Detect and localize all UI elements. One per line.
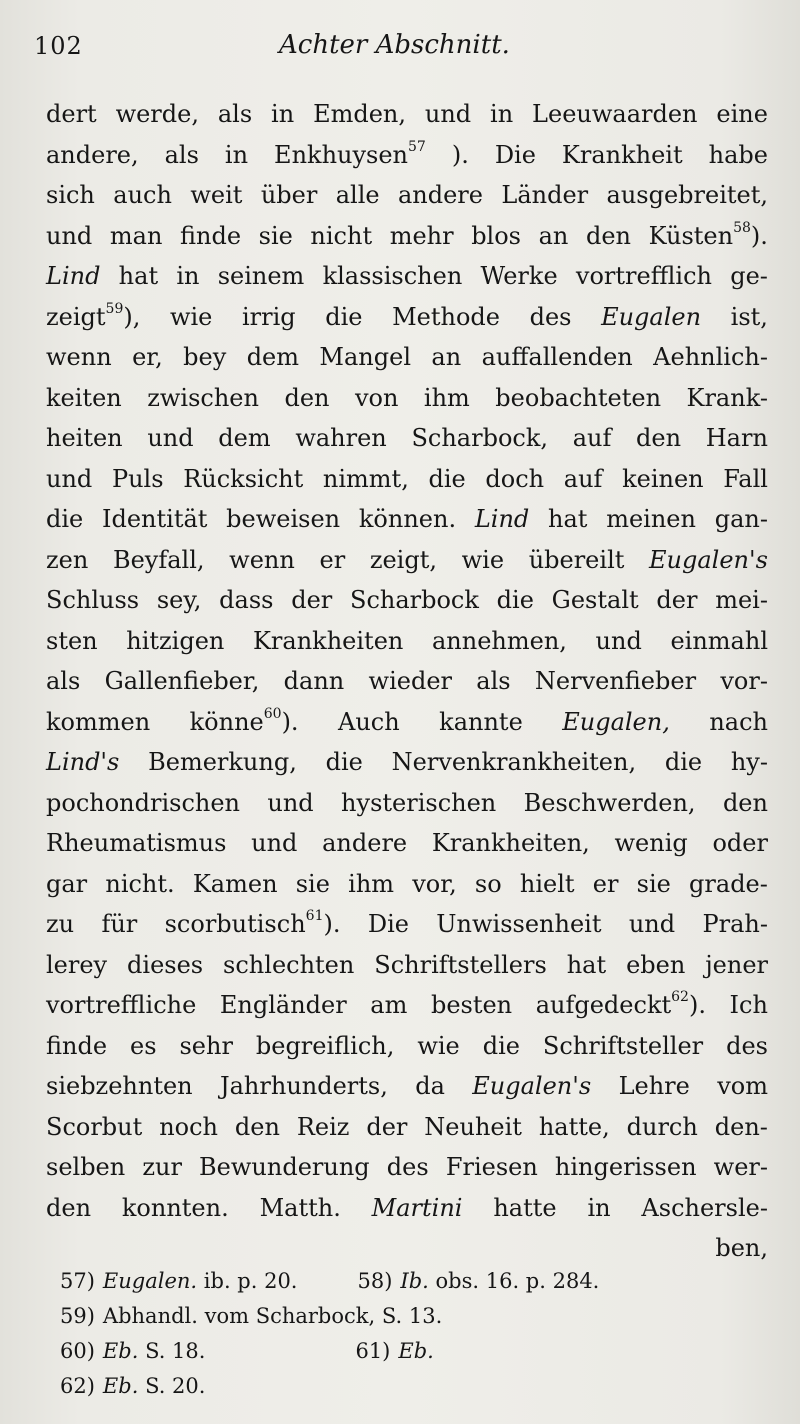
word: Nervenfieber bbox=[534, 667, 697, 695]
word: Harn bbox=[705, 424, 768, 452]
word: wenig bbox=[614, 829, 688, 857]
text-line bbox=[46, 256, 768, 297]
word: schlechten bbox=[223, 950, 355, 979]
word: vortrefflich bbox=[575, 262, 712, 290]
word: hat bbox=[118, 262, 159, 290]
word: nicht. bbox=[105, 869, 175, 898]
word: Die bbox=[494, 140, 536, 169]
footnote-number: 60) bbox=[60, 1339, 95, 1363]
word: am bbox=[370, 991, 408, 1019]
footnote-text: Abhandl. vom Scharbock, S. 13. bbox=[102, 1304, 443, 1328]
word: finde bbox=[180, 221, 242, 250]
word: für bbox=[101, 910, 138, 938]
footnote-number: 59) bbox=[60, 1304, 95, 1328]
word: dem bbox=[246, 343, 300, 371]
word: sie bbox=[636, 869, 671, 898]
word: ihm bbox=[423, 383, 470, 412]
word: andere, bbox=[46, 140, 139, 169]
word: eine bbox=[716, 100, 768, 128]
text-line bbox=[46, 378, 768, 419]
word: den bbox=[234, 1112, 280, 1141]
word: konnten. bbox=[121, 1193, 229, 1222]
footnote-marker: 57 bbox=[408, 138, 426, 155]
body-text bbox=[46, 94, 768, 1269]
footnote-number: 61) bbox=[355, 1339, 391, 1363]
word: zeigt$^{59}$), bbox=[46, 300, 141, 331]
word: und bbox=[46, 221, 93, 250]
word: dert bbox=[46, 100, 97, 128]
word: ausgebreitet, bbox=[606, 181, 768, 209]
word: beweisen bbox=[226, 505, 341, 533]
word: mei- bbox=[715, 586, 768, 614]
word: doch bbox=[485, 464, 545, 493]
word: Krankheiten, bbox=[431, 829, 590, 857]
word: Jahrhunderts, bbox=[220, 1072, 388, 1100]
word: Krank- bbox=[686, 383, 768, 412]
word: und bbox=[251, 829, 298, 857]
text-line bbox=[46, 418, 768, 459]
word: Unwissenheit bbox=[436, 910, 602, 938]
word: Küsten$^{58}$). bbox=[648, 219, 768, 250]
word: sey, bbox=[156, 586, 202, 614]
word: finde bbox=[46, 1031, 108, 1060]
word: da bbox=[415, 1072, 445, 1100]
word: Reiz bbox=[296, 1112, 350, 1141]
word: Lind bbox=[46, 262, 101, 290]
word: mehr bbox=[389, 221, 454, 250]
word: Auch bbox=[338, 707, 400, 736]
footnote-62 bbox=[60, 1369, 205, 1404]
word: oder bbox=[712, 829, 768, 857]
word: andere bbox=[322, 829, 408, 857]
word: lerey bbox=[46, 950, 108, 979]
word: selben bbox=[46, 1153, 126, 1181]
word: hysterischen bbox=[341, 788, 497, 817]
word: er bbox=[319, 545, 346, 574]
footnote-ref: Eb. bbox=[102, 1339, 139, 1363]
word: Identität bbox=[102, 505, 208, 533]
word: Lehre bbox=[618, 1072, 690, 1100]
word: sten bbox=[46, 626, 98, 655]
footnote-60 bbox=[60, 1334, 205, 1369]
word: Gestalt bbox=[551, 586, 639, 614]
footnote-marker: 58 bbox=[733, 219, 751, 236]
text-line bbox=[46, 945, 768, 986]
footnote-61 bbox=[355, 1334, 433, 1369]
word: auf bbox=[563, 464, 603, 493]
footnote-ref: Ib. bbox=[400, 1269, 429, 1293]
word: und bbox=[595, 626, 642, 655]
text-line bbox=[46, 94, 768, 135]
word: auch bbox=[113, 181, 172, 209]
word: Martini bbox=[371, 1193, 463, 1222]
word: Methode bbox=[392, 302, 500, 331]
word: wie bbox=[461, 545, 505, 574]
page-number: 102 bbox=[34, 32, 83, 60]
word: Leeuwaarden bbox=[532, 100, 698, 128]
word: den bbox=[46, 1193, 92, 1222]
catchword: ben, bbox=[715, 1234, 768, 1262]
word: gar bbox=[46, 869, 88, 898]
word: er, bbox=[132, 343, 163, 371]
word: blos bbox=[471, 221, 521, 250]
word: die bbox=[428, 464, 466, 493]
word: die bbox=[46, 505, 84, 533]
footnote-marker: 62 bbox=[671, 989, 689, 1005]
word: den bbox=[585, 221, 631, 250]
word: seinem bbox=[217, 262, 305, 290]
footnotes bbox=[60, 1264, 740, 1404]
word: Neuheit bbox=[424, 1112, 522, 1141]
word: hatte, bbox=[538, 1112, 610, 1141]
word: Schriftsteller bbox=[542, 1031, 704, 1060]
footnote-marker: 60 bbox=[263, 705, 282, 722]
footnote-ref: Eugalen. bbox=[102, 1269, 198, 1293]
word: und bbox=[424, 100, 472, 128]
word: den bbox=[722, 788, 768, 817]
word: dass bbox=[219, 586, 274, 614]
footnote-text: obs. 16. p. 284. bbox=[435, 1269, 600, 1293]
text-line bbox=[46, 783, 768, 824]
word: alle bbox=[335, 181, 380, 209]
footnote-59 bbox=[60, 1299, 442, 1334]
word: wieder bbox=[368, 667, 452, 695]
word: Schriftstellers bbox=[374, 950, 547, 979]
word: vor- bbox=[720, 667, 768, 695]
word: zur bbox=[142, 1153, 182, 1181]
running-head: Achter Abschnitt. bbox=[279, 30, 510, 60]
word: ). bbox=[451, 140, 469, 169]
word: wer- bbox=[713, 1153, 768, 1181]
word: Enkhuysen$^{57}$ bbox=[274, 138, 426, 169]
word: als bbox=[46, 667, 81, 695]
text-line bbox=[46, 864, 768, 905]
word: als bbox=[476, 667, 511, 695]
text-line bbox=[46, 337, 768, 378]
word: zen bbox=[46, 545, 89, 574]
footnote-57 bbox=[60, 1264, 297, 1299]
footnote-marker: 61 bbox=[305, 908, 324, 924]
word: Gallenfieber, bbox=[104, 667, 260, 695]
word: hatte bbox=[493, 1193, 557, 1222]
word: Aehnlich- bbox=[653, 343, 768, 371]
word: Aschersle- bbox=[641, 1193, 768, 1222]
word: die bbox=[496, 586, 534, 614]
word: andere bbox=[397, 181, 483, 209]
word: nach bbox=[709, 707, 768, 736]
word: beobachteten bbox=[495, 383, 662, 412]
word: Kamen bbox=[192, 869, 278, 898]
text-line bbox=[46, 985, 768, 1026]
word: annehmen, bbox=[431, 626, 567, 655]
text-line bbox=[46, 1026, 768, 1067]
text-line bbox=[46, 1188, 768, 1229]
word: nicht bbox=[310, 221, 373, 250]
word: in bbox=[490, 100, 514, 128]
word: Nervenkrankheiten, bbox=[391, 748, 637, 776]
word: über bbox=[260, 181, 318, 209]
word: Bewunderung bbox=[199, 1153, 370, 1181]
word: den- bbox=[714, 1112, 768, 1141]
text-line bbox=[46, 297, 768, 338]
word: ist, bbox=[730, 302, 768, 331]
word: man bbox=[109, 221, 163, 250]
word: pochondrischen bbox=[46, 788, 241, 817]
word: auf bbox=[572, 424, 612, 452]
word: sehr bbox=[179, 1031, 233, 1060]
footnote-text: S. 20. bbox=[145, 1374, 206, 1398]
word: sich bbox=[46, 181, 95, 209]
text-line bbox=[46, 580, 768, 621]
word: kommen bbox=[46, 707, 151, 736]
word: der bbox=[366, 1112, 408, 1141]
word: Ich bbox=[729, 991, 768, 1019]
word: meinen bbox=[606, 505, 696, 533]
word: Scharbock, bbox=[411, 424, 548, 452]
word: wie bbox=[417, 1031, 460, 1060]
word: könne$^{60}$). bbox=[189, 705, 299, 736]
word: zeigt, bbox=[369, 545, 437, 574]
word: in bbox=[271, 100, 295, 128]
footnote-ref: Eb. bbox=[398, 1339, 434, 1363]
word: ge- bbox=[730, 262, 768, 290]
text-line bbox=[46, 216, 768, 257]
footnote-row bbox=[60, 1264, 740, 1299]
word: besten bbox=[430, 991, 513, 1019]
word: Werke bbox=[480, 262, 558, 290]
word: zu bbox=[46, 910, 75, 938]
word: die bbox=[325, 302, 363, 331]
word: Schluss bbox=[46, 586, 140, 614]
word: kannte bbox=[439, 707, 523, 736]
word: gan- bbox=[714, 505, 768, 533]
word: keinen bbox=[622, 464, 704, 493]
word: eben bbox=[626, 950, 686, 979]
word: Scharbock bbox=[350, 586, 479, 614]
footnote-marker: 59 bbox=[105, 300, 124, 317]
word: dieses bbox=[127, 950, 204, 979]
word: und bbox=[628, 910, 676, 938]
word: hy- bbox=[730, 748, 768, 776]
word: wie bbox=[169, 302, 213, 331]
word: Puls bbox=[111, 464, 164, 493]
word: des bbox=[529, 302, 572, 331]
word: auffallenden bbox=[481, 343, 633, 371]
word: Rheumatismus bbox=[46, 829, 227, 857]
text-line bbox=[46, 1107, 768, 1148]
word: an bbox=[538, 221, 569, 250]
word: grade- bbox=[689, 869, 768, 898]
word: Mangel bbox=[319, 343, 412, 371]
word: Matth. bbox=[259, 1193, 341, 1222]
word: bey bbox=[183, 343, 227, 371]
word: Lind bbox=[474, 505, 530, 533]
word: wenn bbox=[46, 343, 112, 371]
word: irrig bbox=[241, 302, 296, 331]
word: ihm bbox=[348, 869, 395, 898]
word: Rücksicht bbox=[183, 464, 304, 493]
word: Engländer bbox=[219, 991, 347, 1019]
word: zwischen bbox=[147, 383, 259, 412]
word: Länder bbox=[501, 181, 589, 209]
word: des bbox=[386, 1153, 429, 1181]
word: durch bbox=[626, 1112, 698, 1141]
word: und bbox=[46, 464, 93, 493]
word: vor, bbox=[412, 869, 457, 898]
word: als bbox=[217, 100, 253, 128]
word: in bbox=[176, 262, 200, 290]
word: die bbox=[325, 748, 363, 776]
footnote-row bbox=[60, 1369, 740, 1404]
word: keiten bbox=[46, 383, 122, 412]
text-line bbox=[46, 135, 768, 176]
word: siebzehnten bbox=[46, 1072, 193, 1100]
word: werde, bbox=[115, 100, 199, 128]
word: weit bbox=[190, 181, 243, 209]
text-line bbox=[46, 1147, 768, 1188]
page-header bbox=[34, 28, 772, 68]
text-line bbox=[46, 459, 768, 500]
word: des bbox=[726, 1031, 768, 1060]
word: Krankheit bbox=[561, 140, 683, 169]
word: in bbox=[587, 1193, 611, 1222]
word: Eugalen bbox=[601, 302, 702, 331]
word: der bbox=[291, 586, 333, 614]
footnote-ref: Eb. bbox=[102, 1374, 139, 1398]
word: die bbox=[664, 748, 703, 776]
word: wenn bbox=[229, 545, 295, 574]
word: wahren bbox=[295, 424, 387, 452]
word: hielt bbox=[519, 869, 575, 898]
word: hingerissen bbox=[554, 1153, 697, 1181]
word: Emden, bbox=[313, 100, 406, 128]
word: aufgedeckt$^{62}$). bbox=[535, 989, 706, 1019]
text-line bbox=[46, 1228, 768, 1269]
text-line bbox=[46, 540, 768, 581]
text-line bbox=[46, 904, 768, 945]
word: Eugalen's bbox=[472, 1072, 592, 1100]
word: hitzigen bbox=[126, 626, 225, 655]
text-line bbox=[46, 702, 768, 743]
word: scorbutisch$^{61}$). bbox=[164, 908, 341, 938]
word: Friesen bbox=[445, 1153, 538, 1181]
text-line bbox=[46, 742, 768, 783]
footnote-number: 58) bbox=[357, 1269, 393, 1293]
word: hat bbox=[548, 505, 588, 533]
word: Beyfall, bbox=[112, 545, 205, 574]
word: heiten bbox=[46, 424, 123, 452]
word: Lind's bbox=[46, 748, 120, 776]
text-line bbox=[46, 661, 768, 702]
word: Scorbut bbox=[46, 1112, 143, 1141]
word: noch bbox=[159, 1112, 218, 1141]
word: Fall bbox=[723, 464, 768, 493]
word: von bbox=[354, 383, 399, 412]
word: Eugalen's bbox=[649, 545, 768, 574]
text-line bbox=[46, 823, 768, 864]
word: klassischen bbox=[322, 262, 463, 290]
word: vom bbox=[717, 1072, 768, 1100]
word: an bbox=[431, 343, 462, 371]
word: und bbox=[267, 788, 314, 817]
word: der bbox=[656, 586, 698, 614]
word: hat bbox=[566, 950, 607, 979]
footnote-number: 57) bbox=[60, 1269, 95, 1293]
footnote-58 bbox=[357, 1264, 599, 1299]
word: es bbox=[129, 1031, 157, 1060]
word: die bbox=[482, 1031, 520, 1060]
text-line bbox=[46, 1066, 768, 1107]
word: und bbox=[147, 424, 194, 452]
word: jener bbox=[705, 950, 768, 979]
word: den bbox=[636, 424, 682, 452]
word: Krankheiten bbox=[253, 626, 404, 655]
word: einmahl bbox=[670, 626, 768, 655]
text-line bbox=[46, 499, 768, 540]
text-line bbox=[46, 621, 768, 662]
text-line bbox=[46, 175, 768, 216]
word: begreiflich, bbox=[255, 1031, 395, 1060]
word: in bbox=[224, 140, 249, 169]
word: dann bbox=[283, 667, 345, 695]
word: Eugalen, bbox=[562, 707, 670, 736]
word: Beschwerden, bbox=[523, 788, 696, 817]
word: Die bbox=[367, 910, 409, 938]
word: sie bbox=[295, 869, 330, 898]
word: Prah- bbox=[702, 910, 768, 938]
word: als bbox=[164, 140, 199, 169]
word: übereilt bbox=[528, 545, 625, 574]
word: Bemerkung, bbox=[148, 748, 297, 776]
word: können. bbox=[358, 505, 457, 533]
word: so bbox=[474, 869, 502, 898]
word: nimmt, bbox=[322, 464, 409, 493]
footnote-row bbox=[60, 1334, 740, 1369]
word: den bbox=[284, 383, 330, 412]
word: sie bbox=[258, 221, 293, 250]
word: habe bbox=[708, 140, 768, 169]
footnote-text: S. 18. bbox=[145, 1339, 206, 1363]
word: er bbox=[592, 869, 619, 898]
word: vortreffliche bbox=[46, 991, 197, 1019]
word: dem bbox=[218, 424, 271, 452]
footnote-row bbox=[60, 1299, 740, 1334]
footnote-number: 62) bbox=[60, 1374, 95, 1398]
footnote-text: ib. p. 20. bbox=[203, 1269, 298, 1293]
